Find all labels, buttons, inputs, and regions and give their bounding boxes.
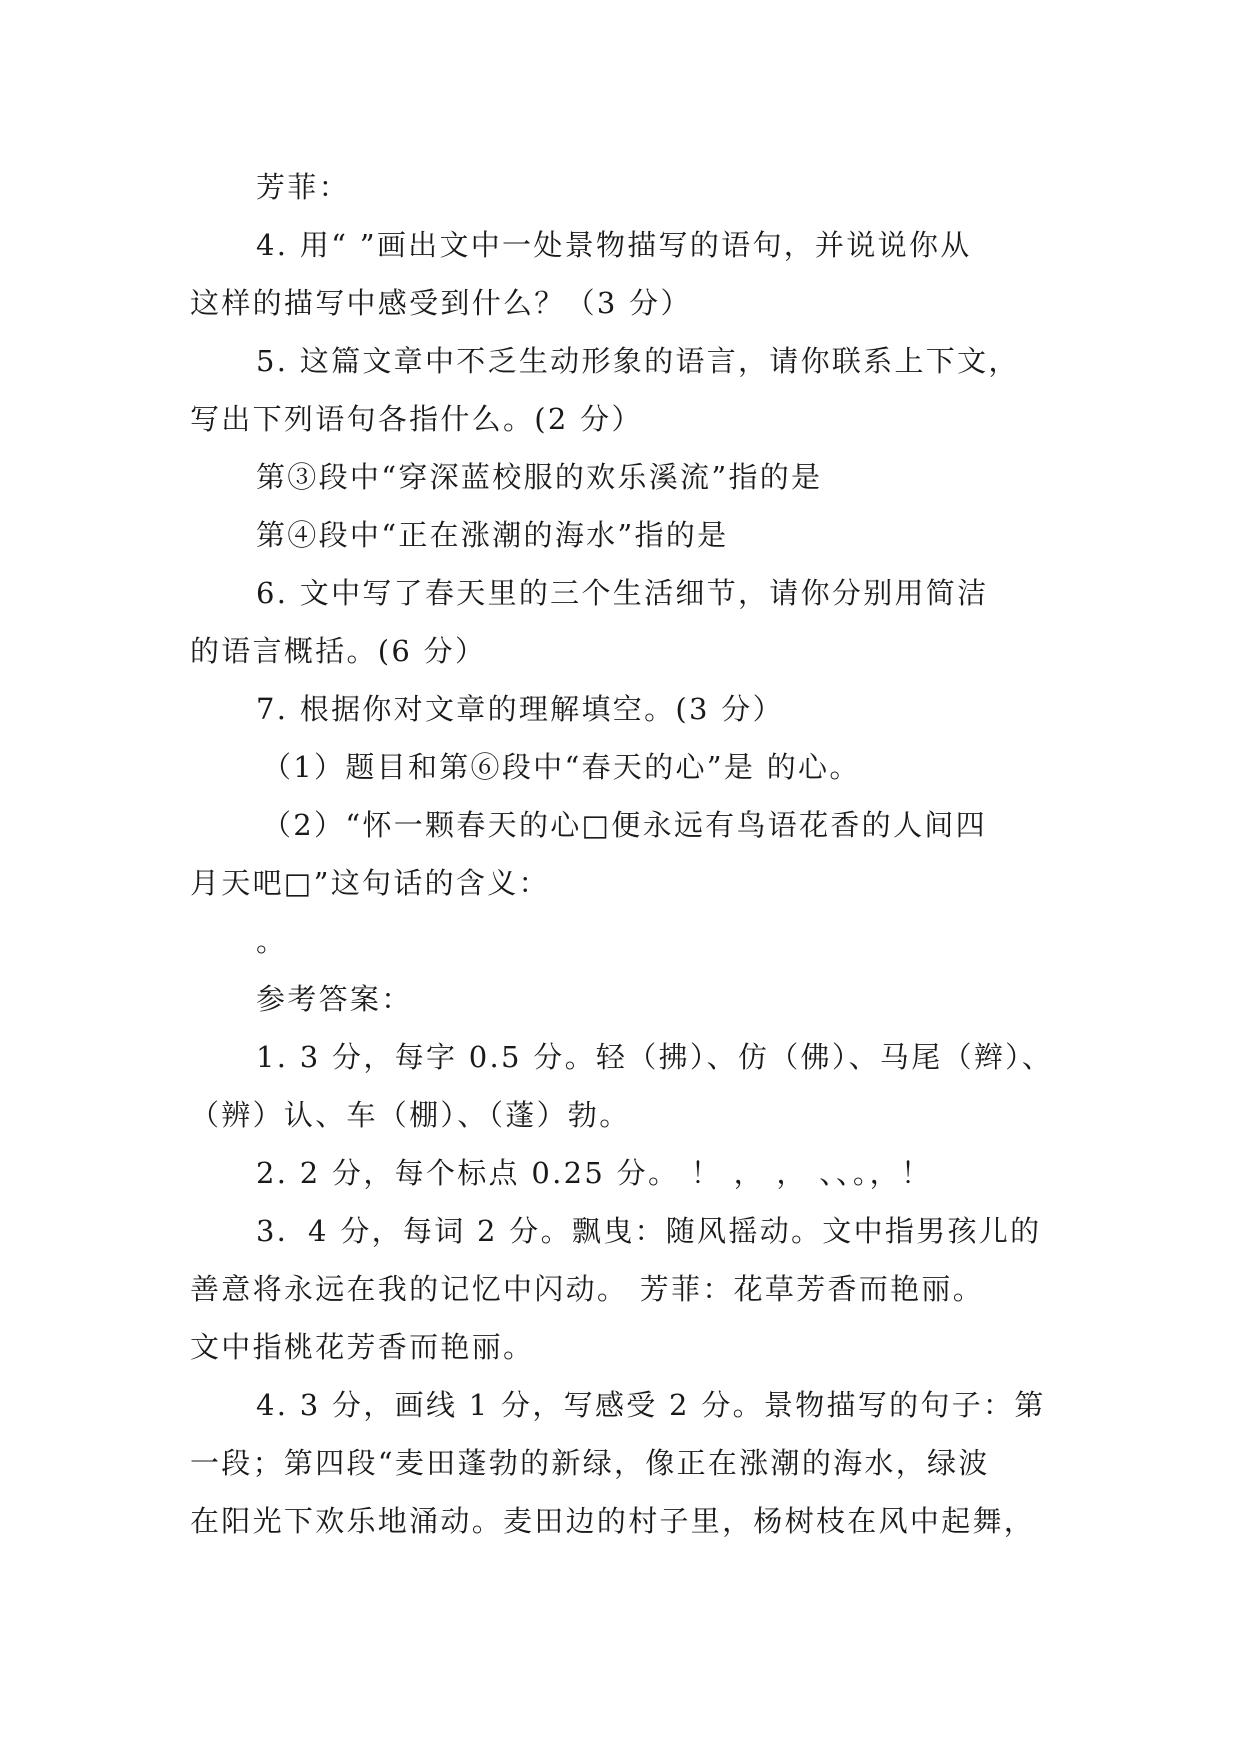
- text-line: 的语言概括。(6 分）: [190, 634, 487, 668]
- text-line: 一段；第四段“麦田蓬勃的新绿，像正在涨潮的海水，绿波: [190, 1446, 990, 1480]
- answer-1-line: 1. 3 分，每字 0.5 分。轻（拂）、仿（佛）、马尾（辫）、: [256, 1040, 1054, 1074]
- question-6-line: 6. 文中写了春天里的三个生活细节，请你分别用简洁: [256, 576, 989, 610]
- text-line: 。: [256, 924, 288, 958]
- text-line: 第③段中“穿深蓝校服的欢乐溪流”指的是: [256, 460, 823, 494]
- text-line: （辨）认、车（棚）、（蓬）勃。: [190, 1098, 631, 1132]
- sub-question-1-line: （1）题目和第⑥段中“春天的心”是 的心。: [262, 750, 861, 784]
- question-4-line: 4. 用“ ”画出文中一处景物描写的语句，并说说你从: [256, 228, 972, 262]
- text-line: 文中指桃花芳香而艳丽。: [190, 1330, 535, 1364]
- text-line: 在阳光下欢乐地涌动。麦田边的村子里，杨树枝在风中起舞，: [190, 1504, 1036, 1538]
- text-line: 这样的描写中感受到什么？（3 分）: [190, 286, 692, 320]
- document-body: [190, 158, 1070, 1550]
- sub-question-2-line: （2）“怀一颗春天的心□便永远有鸟语花香的人间四: [262, 808, 987, 842]
- answer-3-line: 3．4 分，每词 2 分。飘曳：随风摇动。文中指男孩儿的: [256, 1214, 1042, 1248]
- question-7-line: 7. 根据你对文章的理解填空。(3 分）: [256, 692, 784, 726]
- answer-4-line: 4. 3 分，画线 1 分，写感受 2 分。景物描写的句子：第: [256, 1388, 1046, 1422]
- answer-2-line: 2. 2 分，每个标点 0.25 分。 ！ ， ， 、、。，！: [256, 1156, 933, 1190]
- answer-key-heading: 参考答案：: [256, 982, 413, 1016]
- text-line: 写出下列语句各指什么。(2 分）: [190, 402, 643, 436]
- text-line: 善意将永远在我的记忆中闪动。 芳菲：花草芳香而艳丽。: [190, 1272, 985, 1306]
- question-5-line: 5. 这篇文章中不乏生动形象的语言，请你联系上下文，: [256, 344, 1020, 378]
- text-line: 芳菲：: [256, 170, 350, 204]
- text-line: 第④段中“正在涨潮的海水”指的是: [256, 518, 729, 552]
- text-line: 月天吧□”这句话的含义：: [190, 866, 550, 900]
